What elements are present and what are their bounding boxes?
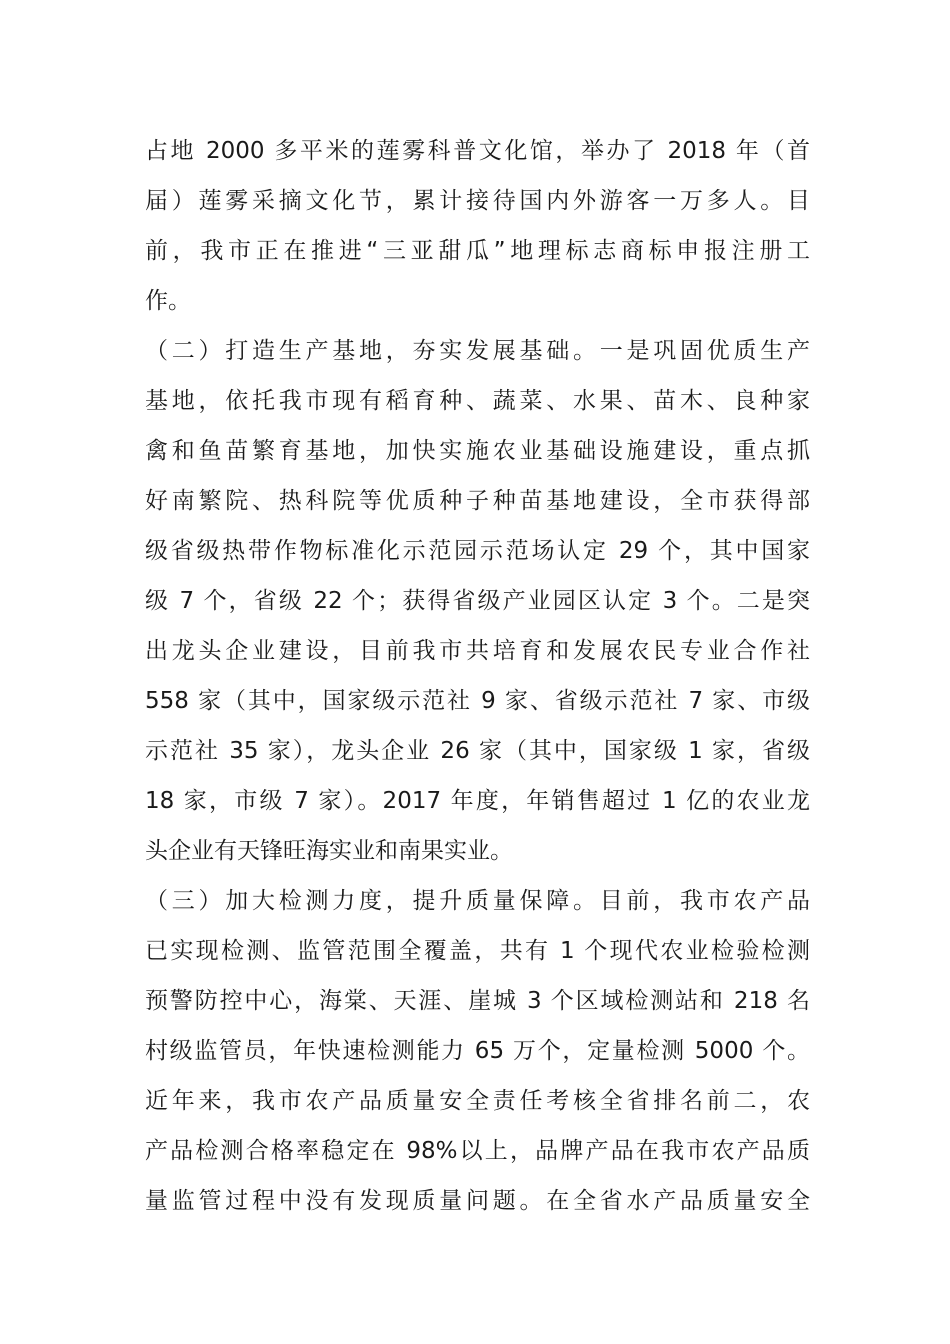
text-line: 预警防控中心，海棠、天涯、崖城 3 个区域检测站和 218 名 [145, 988, 810, 1014]
text-line: 558 家（其中，国家级示范社 9 家、省级示范社 7 家、市级 [145, 688, 810, 714]
text-line: 量监管过程中没有发现质量问题。在全省水产品质量安全 [145, 1188, 810, 1214]
text-line: 占地 2000 多平米的莲雾科普文化馆，举办了 2018 年（首 [145, 138, 810, 164]
text-line: 好南繁院、热科院等优质种子种苗基地建设，全市获得部 [145, 488, 810, 514]
text-line: 级 7 个，省级 22 个；获得省级产业园区认定 3 个。二是突 [145, 588, 810, 614]
text-line: 近年来，我市农产品质量安全责任考核全省排名前二，农 [145, 1088, 810, 1114]
text-line: （二）打造生产基地，夯实发展基础。一是巩固优质生产 [145, 338, 810, 364]
text-line: 18 家，市级 7 家）。2017 年度，年销售超过 1 亿的农业龙 [145, 788, 810, 814]
text-line: 村级监管员，年快速检测能力 65 万个，定量检测 5000 个。 [145, 1038, 810, 1064]
text-line: 作。 [145, 288, 191, 314]
text-line: 产品检测合格率稳定在 98%以上，品牌产品在我市农产品质 [145, 1138, 810, 1164]
text-line: 级省级热带作物标准化示范园示范场认定 29 个，其中国家 [145, 538, 810, 564]
text-line: 前，我市正在推进“三亚甜瓜”地理标志商标申报注册工 [145, 238, 810, 264]
text-line: （三）加大检测力度，提升质量保障。目前，我市农产品 [145, 888, 810, 914]
text-line: 出龙头企业建设，目前我市共培育和发展农民专业合作社 [145, 638, 810, 664]
text-line: 基地，依托我市现有稻育种、蔬菜、水果、苗木、良种家 [145, 388, 810, 414]
text-line: 头企业有天锋旺海实业和南果实业。 [145, 838, 513, 864]
text-line: 已实现检测、监管范围全覆盖，共有 1 个现代农业检验检测 [145, 938, 810, 964]
text-line: 届）莲雾采摘文化节，累计接待国内外游客一万多人。目 [145, 188, 810, 214]
text-line: 示范社 35 家），龙头企业 26 家（其中，国家级 1 家，省级 [145, 738, 810, 764]
document-body [145, 126, 810, 1226]
text-line: 禽和鱼苗繁育基地，加快实施农业基础设施建设，重点抓 [145, 438, 810, 464]
